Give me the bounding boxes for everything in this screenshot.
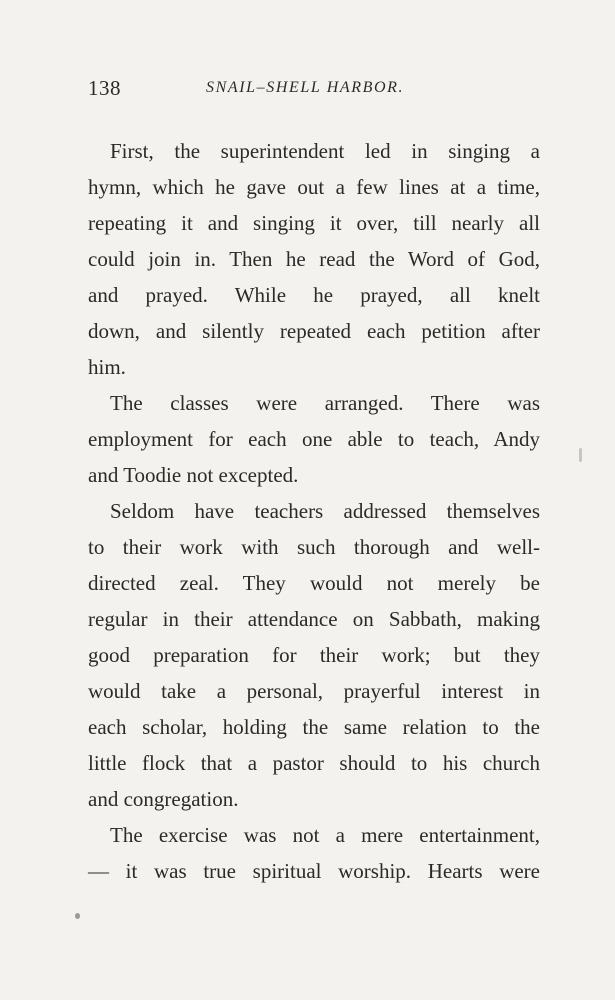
text-line: — it was true spiritual worship. Hearts were	[88, 859, 540, 883]
text-line: would take a personal, prayerful interest in	[88, 679, 540, 703]
text-line: and Toodie not excepted.	[88, 463, 299, 487]
text-line: to their work with such thorough and well-	[88, 535, 540, 559]
text-line: and congregation.	[88, 787, 239, 811]
text-line: good preparation for their work; but they	[88, 643, 540, 667]
text-line: employment for each one able to teach, Andy	[88, 427, 540, 451]
text-line: regular in their attendance on Sabbath, making	[88, 607, 540, 631]
text-line: little flock that a pastor should to his church	[88, 751, 540, 775]
running-title: SNAIL–SHELL HARBOR.	[206, 79, 405, 96]
text-line: each scholar, holding the same relation to the	[88, 715, 540, 739]
text-line: directed zeal. They would not merely be	[88, 571, 540, 595]
ink-speck	[75, 913, 80, 919]
text-line: Seldom have teachers addressed themselves	[110, 499, 540, 523]
text-line: The classes were arranged. There was	[110, 391, 540, 415]
text-line: repeating it and singing it over, till nearly all	[88, 211, 540, 235]
text-line: down, and silently repeated each petition after	[88, 319, 540, 343]
text-line: could join in. Then he read the Word of God,	[88, 247, 540, 271]
text-line: First, the superintendent led in singing a	[110, 139, 540, 163]
text-line: and prayed. While he prayed, all knelt	[88, 283, 540, 307]
text-line: him.	[88, 355, 126, 379]
paper-mark	[579, 448, 582, 462]
text-line: The exercise was not a mere entertainment,	[110, 823, 540, 847]
page-number: 138	[88, 76, 121, 100]
running-head	[88, 76, 540, 102]
text-line: hymn, which he gave out a few lines at a time,	[88, 175, 540, 199]
